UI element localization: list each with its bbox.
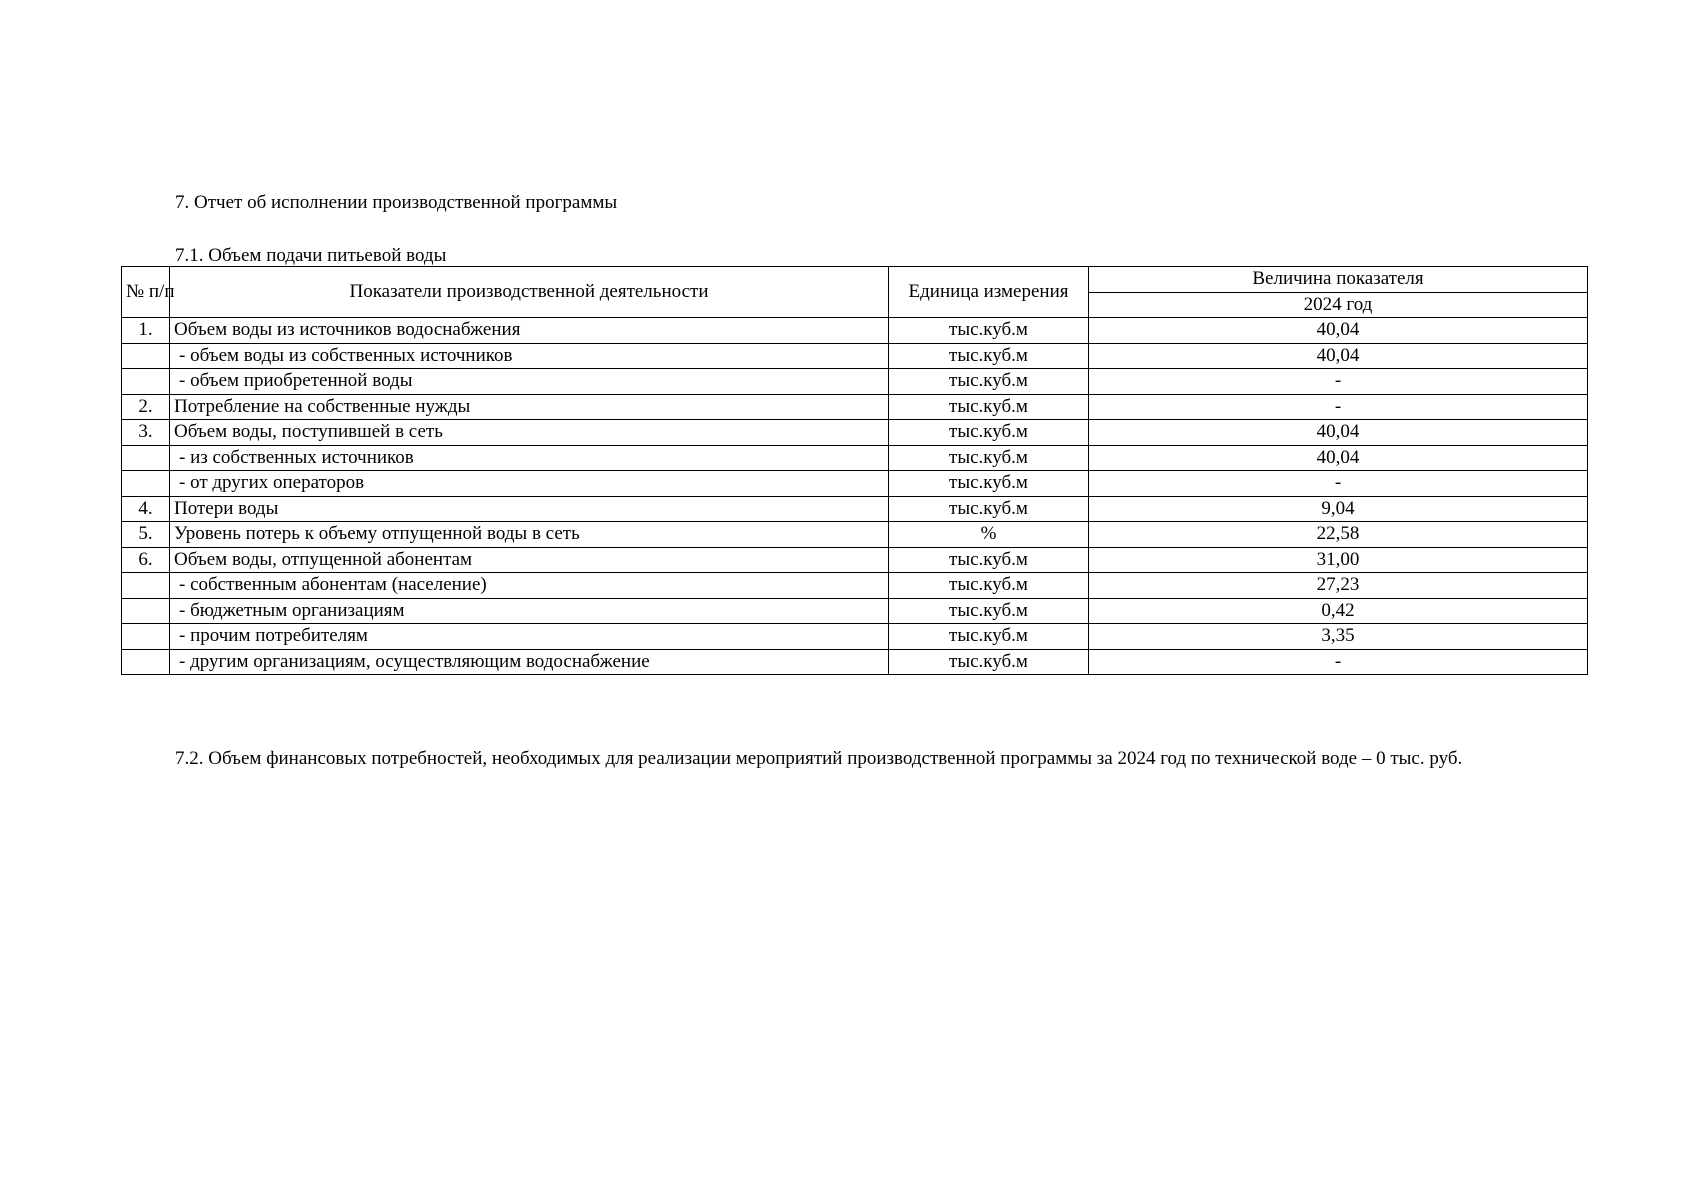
row-number: 3. [122,420,170,446]
table-row [122,547,1588,573]
row-number [122,445,170,471]
table-row [122,369,1588,395]
row-indicator-name: - объем приобретенной воды [170,369,889,395]
row-indicator-name: Объем воды из источников водоснабжения [170,318,889,344]
table-row [122,471,1588,497]
row-value: 40,04 [1089,420,1588,446]
header-unit: Единица измерения [889,267,1089,318]
row-value: - [1089,369,1588,395]
table-body [122,318,1588,675]
row-number [122,598,170,624]
row-value: - [1089,471,1588,497]
header-row-1 [122,267,1588,293]
row-value: 27,23 [1089,573,1588,599]
row-unit: тыс.куб.м [889,598,1089,624]
table-title: 7.1. Объем подачи питьевой воды [175,245,447,266]
paragraph-7-2: 7.2. Объем финансовых потребностей, необходимых для реализации мероприятий производственной программы за 2024 год по технической воде – 0 тыс. руб. [175,748,1463,769]
row-number [122,369,170,395]
row-value: 22,58 [1089,522,1588,548]
row-unit: тыс.куб.м [889,445,1089,471]
row-number [122,471,170,497]
row-indicator-name: - от других операторов [170,471,889,497]
row-value: 9,04 [1089,496,1588,522]
table-row [122,522,1588,548]
table-row [122,649,1588,675]
row-indicator-name: - объем воды из собственных источников [170,343,889,369]
table-row [122,624,1588,650]
row-unit: тыс.куб.м [889,573,1089,599]
row-indicator-name: - собственным абонентам (население) [170,573,889,599]
row-unit: тыс.куб.м [889,649,1089,675]
header-value-group: Величина показателя [1089,267,1588,293]
row-indicator-name: Потери воды [170,496,889,522]
row-number [122,343,170,369]
row-number [122,624,170,650]
row-unit: % [889,522,1089,548]
row-number: 4. [122,496,170,522]
row-unit: тыс.куб.м [889,471,1089,497]
table-row [122,318,1588,344]
table-row [122,598,1588,624]
row-indicator-name: - бюджетным организациям [170,598,889,624]
row-value: 40,04 [1089,343,1588,369]
row-unit: тыс.куб.м [889,420,1089,446]
row-indicator-name: Потребление на собственные нужды [170,394,889,420]
row-number: 2. [122,394,170,420]
row-value: - [1089,394,1588,420]
row-unit: тыс.куб.м [889,624,1089,650]
row-unit: тыс.куб.м [889,547,1089,573]
row-unit: тыс.куб.м [889,394,1089,420]
row-number: 1. [122,318,170,344]
row-value: 40,04 [1089,445,1588,471]
row-number [122,573,170,599]
row-unit: тыс.куб.м [889,496,1089,522]
header-indicator: Показатели производственной деятельности [170,267,889,318]
header-num: № п/п [122,267,170,318]
row-indicator-name: Уровень потерь к объему отпущенной воды в сеть [170,522,889,548]
row-value: 40,04 [1089,318,1588,344]
row-unit: тыс.куб.м [889,343,1089,369]
row-indicator-name: - из собственных источников [170,445,889,471]
row-unit: тыс.куб.м [889,318,1089,344]
row-number: 6. [122,547,170,573]
row-value: 3,35 [1089,624,1588,650]
table-row [122,445,1588,471]
row-indicator-name: - другим организациям, осуществляющим водоснабжение [170,649,889,675]
table-row [122,573,1588,599]
row-value: 31,00 [1089,547,1588,573]
row-unit: тыс.куб.м [889,369,1089,395]
row-indicator-name: Объем воды, отпущенной абонентам [170,547,889,573]
table-row [122,420,1588,446]
row-number: 5. [122,522,170,548]
table-row [122,343,1588,369]
row-value: - [1089,649,1588,675]
section-title: 7. Отчет об исполнении производственной программы [175,192,618,213]
table-row [122,394,1588,420]
table-header [122,267,1588,318]
row-value: 0,42 [1089,598,1588,624]
production-program-table [121,266,1588,675]
header-year: 2024 год [1089,292,1588,318]
row-number [122,649,170,675]
table-row [122,496,1588,522]
row-indicator-name: Объем воды, поступившей в сеть [170,420,889,446]
row-indicator-name: - прочим потребителям [170,624,889,650]
